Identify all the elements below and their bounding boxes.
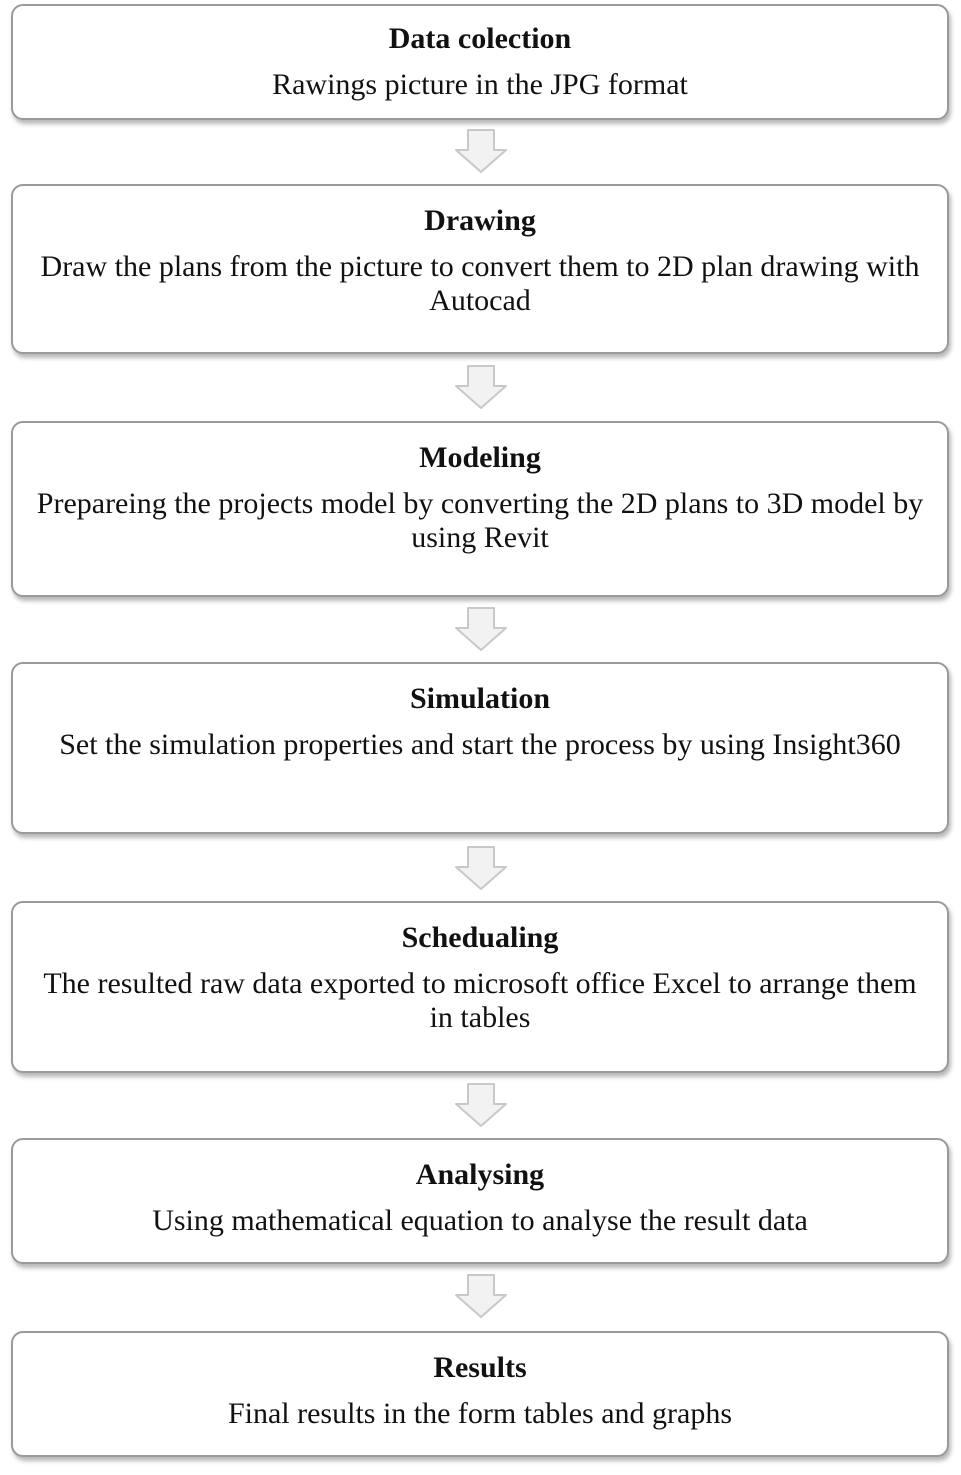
step-title: Modeling bbox=[419, 441, 541, 474]
step-description: The resulted raw data exported to microsoft office Excel to arrange them in tables bbox=[43, 967, 917, 1034]
step-box-simulation bbox=[11, 662, 949, 834]
down-arrow-icon bbox=[454, 128, 508, 174]
step-description: Using mathematical equation to analyse the result data bbox=[152, 1204, 808, 1237]
step-box-results bbox=[11, 1331, 949, 1457]
step-box-data-collection bbox=[11, 4, 949, 120]
step-title: Simulation bbox=[409, 682, 551, 715]
step-box-scheduling bbox=[11, 901, 949, 1073]
step-box-analysing bbox=[11, 1138, 949, 1264]
down-arrow-icon bbox=[454, 364, 508, 410]
down-arrow-icon bbox=[454, 1082, 508, 1128]
step-description: Draw the plans from the picture to convert them to 2D plan drawing with Autocad bbox=[40, 250, 920, 317]
step-description: Set the simulation properties and start the process by using Insight360 bbox=[59, 728, 901, 761]
step-title: Schedualing bbox=[401, 921, 559, 954]
step-box-modeling bbox=[11, 421, 949, 597]
down-arrow-icon bbox=[454, 606, 508, 652]
step-description: Rawings picture in the JPG format bbox=[272, 68, 688, 101]
step-title: Analysing bbox=[415, 1158, 545, 1191]
down-arrow-icon bbox=[454, 1273, 508, 1319]
step-description: Final results in the form tables and graphs bbox=[227, 1397, 733, 1430]
step-title: Results bbox=[433, 1351, 527, 1384]
down-arrow-icon bbox=[454, 845, 508, 891]
step-box-drawing bbox=[11, 184, 949, 354]
step-title: Drawing bbox=[424, 204, 536, 237]
step-title: Data colection bbox=[388, 22, 572, 55]
step-description: Prepareing the projects model by converting the 2D plans to 3D model by using Revit bbox=[36, 487, 924, 554]
